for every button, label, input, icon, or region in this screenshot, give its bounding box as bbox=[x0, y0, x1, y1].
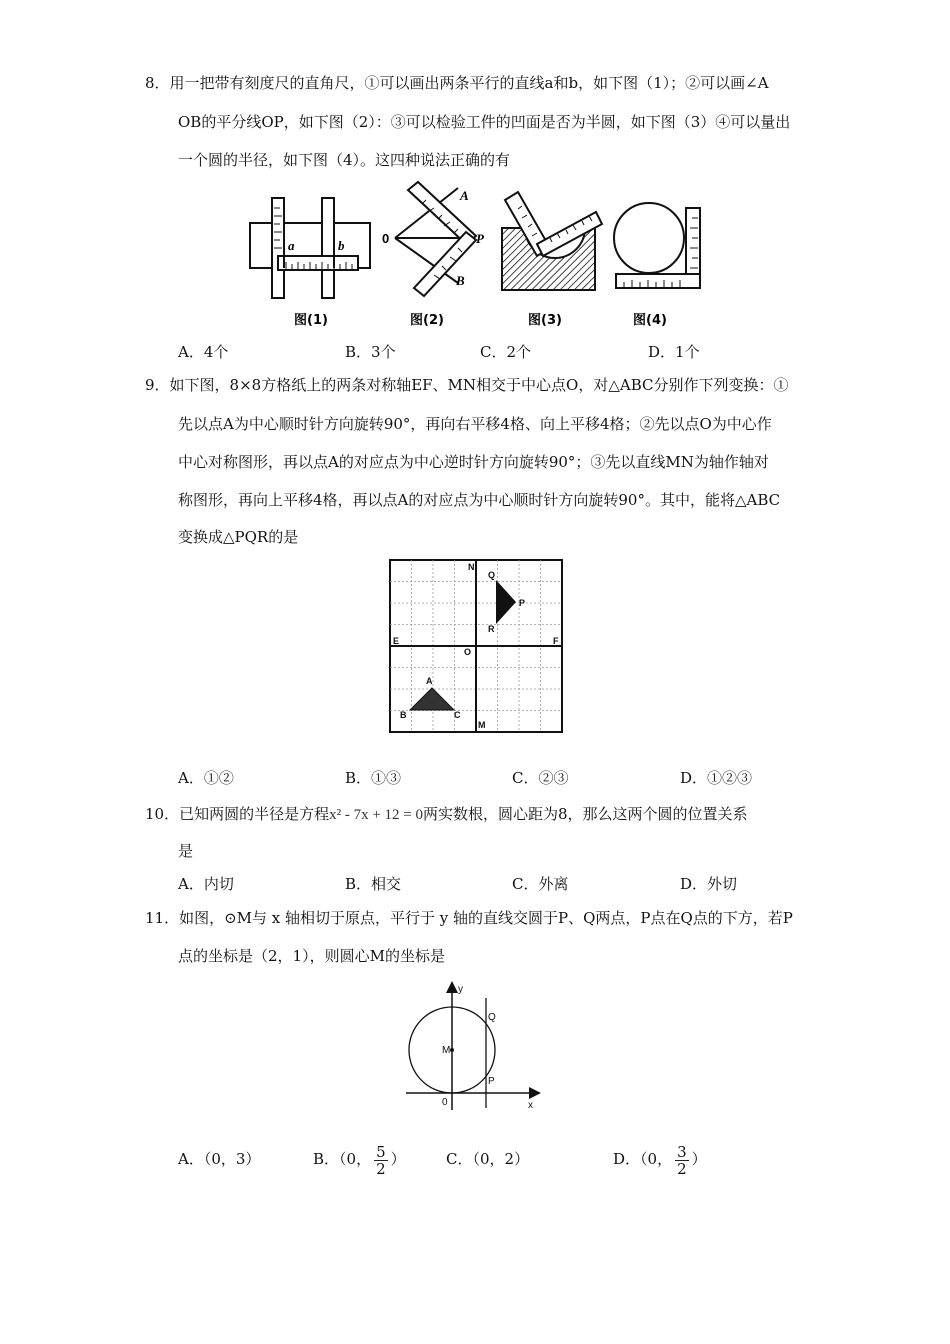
label-origin: 0 bbox=[442, 1097, 448, 1108]
q10-option-a: A．内切 bbox=[178, 875, 234, 893]
q9-line-2: 先以点A为中心顺时针方向旋转90°，再向右平移4格、向上平移4格；②先以点O为中心作 bbox=[178, 415, 772, 433]
fraction-numerator: 3 bbox=[677, 1142, 687, 1161]
fig2-label-B: B bbox=[456, 273, 465, 288]
q11-line-2: 点的坐标是（2，1），则圆心M的坐标是 bbox=[178, 947, 445, 965]
label-o: O bbox=[464, 647, 472, 657]
fig2-label-o: 0 bbox=[382, 231, 390, 246]
q11-option-c: C．（0，2） bbox=[446, 1150, 530, 1168]
q11-option-b-fraction bbox=[374, 1144, 388, 1177]
fig4-circle-radius bbox=[614, 203, 700, 288]
label-x: x bbox=[528, 1100, 533, 1111]
fig2-caption: 图(2) bbox=[410, 313, 444, 328]
label-q: Q bbox=[488, 570, 496, 580]
q9-option-b: B．①③ bbox=[345, 769, 402, 787]
q10-text-pre: 10．已知两圆的半径是方程 bbox=[145, 805, 330, 823]
q11-option-d-pre: D．（0， bbox=[613, 1150, 673, 1168]
fig4-caption: 图(4) bbox=[633, 313, 667, 328]
label-b: B bbox=[400, 710, 407, 720]
q11-line-1: 11．如图，⊙M与 x 轴相切于原点，平行于 y 轴的直线交圆于P、Q两点，P点在Q点的下方，若P bbox=[145, 909, 793, 927]
q8-option-a: A．4个 bbox=[178, 343, 229, 361]
fig1-label-a: a bbox=[288, 238, 295, 253]
label-p: P bbox=[519, 598, 526, 608]
q8-line-3: 一个圆的半径，如下图（4）。这四种说法正确的有 bbox=[178, 151, 511, 169]
label-a: A bbox=[426, 676, 433, 686]
label-c: C bbox=[454, 710, 461, 720]
fig2-label-A: A bbox=[460, 188, 469, 203]
q10-option-b: B．相交 bbox=[345, 875, 402, 893]
q10-line-1 bbox=[145, 803, 748, 826]
q10-option-c: C．外离 bbox=[512, 875, 569, 893]
q11-option-a: A．（0，3） bbox=[178, 1150, 261, 1168]
label-n: N bbox=[468, 562, 475, 572]
q11-option-d-fraction bbox=[675, 1144, 689, 1177]
label-p: P bbox=[488, 1076, 495, 1087]
q9-grid-figure bbox=[388, 558, 568, 734]
q9-option-a: A．①② bbox=[178, 769, 234, 787]
label-q: Q bbox=[488, 1012, 496, 1023]
q8-figure bbox=[240, 178, 710, 338]
fraction-denominator: 2 bbox=[376, 1159, 386, 1178]
q9-line-4: 称图形，再向上平移4格，再以点A的对应点为中心顺时针方向旋转90°。其中，能将△ABC bbox=[178, 491, 781, 509]
q11-option-d-post: ） bbox=[691, 1150, 707, 1168]
fig3-semicircle-check bbox=[502, 192, 602, 290]
label-f: F bbox=[553, 636, 559, 646]
q8-line-2: OB的平分线OP，如下图（2）：③可以检验工件的凹面是否为半圆，如下图（3）④可以量出 bbox=[178, 113, 791, 131]
q9-option-c: C．②③ bbox=[512, 769, 569, 787]
q11-circle-figure bbox=[402, 978, 547, 1113]
q9-line-1: 9．如下图，8×8方格纸上的两条对称轴EF、MN相交于中心点O，对△ABC分别作下列变换：① bbox=[145, 376, 789, 394]
fig1-label-b: b bbox=[338, 238, 345, 253]
label-m: M bbox=[442, 1045, 451, 1056]
q8-line-1: 8．用一把带有刻度尺的直角尺，①可以画出两条平行的直线a和b，如下图（1）；②可以画∠A bbox=[145, 74, 769, 92]
fig2-label-P: P bbox=[476, 231, 484, 246]
label-e: E bbox=[393, 636, 400, 646]
q10-option-d: D．外切 bbox=[680, 875, 738, 893]
fraction-numerator: 5 bbox=[376, 1142, 386, 1161]
fig1-caption: 图(1) bbox=[294, 313, 328, 328]
label-y: y bbox=[458, 984, 463, 995]
q8-option-d: D．1个 bbox=[648, 343, 700, 361]
q11-option-d bbox=[613, 1136, 707, 1182]
fig1-parallel-lines bbox=[250, 198, 370, 298]
label-r: R bbox=[488, 624, 495, 634]
q9-option-d: D．①②③ bbox=[680, 769, 753, 787]
q8-option-c: C．2个 bbox=[480, 343, 532, 361]
q10-text-post: 两实数根，圆心距为8，那么这两个圆的位置关系 bbox=[423, 805, 748, 823]
label-m: M bbox=[478, 720, 486, 730]
q9-line-3: 中心对称图形，再以点A的对应点为中心逆时针方向旋转90°；③先以直线MN为轴作轴对 bbox=[178, 453, 769, 471]
q11-option-b bbox=[313, 1136, 406, 1182]
q9-line-5: 变换成△PQR的是 bbox=[178, 528, 299, 546]
q10-equation: x² - 7x + 12 = 0 bbox=[329, 807, 424, 823]
q10-line-2: 是 bbox=[178, 842, 194, 860]
q8-option-b: B．3个 bbox=[345, 343, 396, 361]
fraction-denominator: 2 bbox=[677, 1159, 687, 1178]
q11-option-b-post: ） bbox=[390, 1150, 406, 1168]
q11-option-b-pre: B．（0， bbox=[313, 1150, 372, 1168]
fig3-caption: 图(3) bbox=[528, 313, 562, 328]
